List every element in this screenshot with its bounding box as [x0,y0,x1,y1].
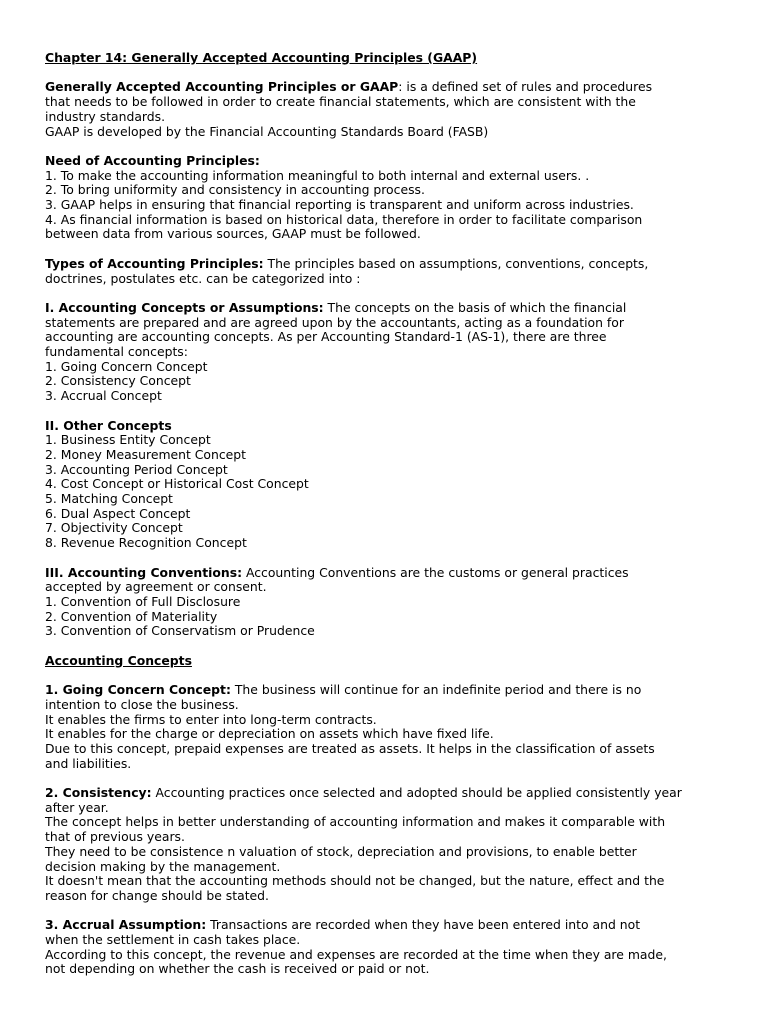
accounting-concepts-heading: Accounting Concepts [45,652,192,668]
consistency-line: reason for change should be stated. [45,887,269,903]
spacer [45,66,728,81]
section3-line: accepted by agreement or consent. [45,579,267,595]
spacer [45,668,728,683]
going-concern-line-1 [45,683,728,698]
intro-line-1-rest: : is a defined set of rules and procedures [398,79,653,95]
section1-line: fundamental concepts: [45,344,188,359]
section2-list-item: 5. Matching Concept [45,491,173,507]
intro-paragraph [45,80,728,139]
section3-line-1-rest: Accounting Conventions are the customs or general practices [242,564,629,580]
accrual-line-1-rest: Transactions are recorded when they have been entered into and not [206,917,641,933]
going-concern-line: intention to close the business. [45,696,239,712]
spacer [45,639,728,654]
section1-line: accounting are accounting concepts. As per Accounting Standard-1 (AS-1), there are three [45,329,607,345]
intro-line-4: GAAP is developed by the Financial Accounting Standards Board (FASB) [45,123,489,139]
concepts-assumptions-section [45,301,728,404]
section1-list-item: 1. Going Concern Concept [45,358,208,374]
spacer [45,286,728,301]
section2-list-item: 2. Money Measurement Concept [45,446,247,462]
section2-heading: II. Other Concepts [45,417,172,433]
page-title: Chapter 14: Generally Accepted Accounting Principles (GAAP) [45,50,478,65]
going-concern-line: Due to this concept, prepaid expenses are treated as assets. It helps in the classification of assets [45,740,655,756]
section2-list-item: 6. Dual Aspect Concept [45,505,191,521]
need-heading: Need of Accounting Principles: [45,152,260,168]
section1-list-item: 3. Accrual Concept [45,388,162,404]
spacer [45,242,728,257]
consistency-line: that of previous years. [45,829,185,845]
spacer [45,771,728,786]
spacer [45,404,728,419]
going-concern-line: It enables the firms to enter into long-term contracts. [45,711,377,727]
section3-list-item: 1. Convention of Full Disclosure [45,593,241,609]
section3-line-1 [45,566,728,581]
types-heading: Types of Accounting Principles: [45,255,264,271]
going-concern-section [45,683,728,771]
going-concern-line-1-rest: The business will continue for an indefinite period and there is no [230,682,642,698]
consistency-line: They need to be consistence n valuation of stock, depreciation and provisions, to enable better [45,843,637,859]
going-concern-heading: 1. Going Concern Concept: [45,682,231,698]
consistency-line: The concept helps in better understanding of accounting information and makes it comparable with [45,814,666,830]
accrual-line: not depending on whether the cash is received or paid or not. [45,961,430,977]
section2-list-item: 7. Objectivity Concept [45,520,183,536]
accounting-conventions-section [45,566,728,640]
section3-list-item: 2. Convention of Materiality [45,608,218,624]
need-line: 3. GAAP helps in ensuring that financial reporting is transparent and uniform across industries. [45,197,634,212]
other-concepts-section [45,419,728,551]
section2-list-item: 3. Accounting Period Concept [45,461,228,477]
consistency-line-1 [45,786,728,801]
accrual-heading: 3. Accrual Assumption: [45,917,207,933]
types-line-2: doctrines, postulates etc. can be categorized into : [45,270,361,286]
spacer [45,551,728,566]
consistency-line: It doesn't mean that the accounting methods should not be changed, but the nature, effect and the [45,873,665,889]
types-line-1-rest: The principles based on assumptions, conventions, concepts, [263,255,649,271]
need-line: 1. To make the accounting information meaningful to both internal and external users. . [45,167,590,183]
consistency-line: after year. [45,799,109,815]
accrual-line: According to this concept, the revenue and expenses are recorded at the time when they are made, [45,946,667,962]
consistency-section [45,786,728,904]
intro-line-2: that needs to be followed in order to create financial statements, which are consistent with the [45,94,636,110]
section3-heading: III. Accounting Conventions: [45,564,243,580]
types-section [45,257,728,286]
section1-line-1-rest: The concepts on the basis of which the financial [323,299,627,315]
consistency-line: decision making by the management. [45,858,281,874]
section1-line-1 [45,301,728,316]
section3-list-item: 3. Convention of Conservatism or Prudence [45,623,315,639]
need-line: 4. As financial information is based on historical data, therefore in order to facilitate comparison [45,211,643,227]
section2-list-item: 1. Business Entity Concept [45,432,211,448]
going-concern-line: and liabilities. [45,755,132,771]
need-line: 2. To bring uniformity and consistency in accounting process. [45,182,425,198]
section2-list-item: 4. Cost Concept or Historical Cost Concept [45,476,309,492]
spacer [45,139,728,154]
spacer [45,904,728,919]
accrual-section [45,918,728,977]
need-line: between data from various sources, GAAP must be followed. [45,226,421,242]
accrual-line-1 [45,918,728,933]
need-section [45,154,728,242]
section1-list-item: 2. Consistency Concept [45,373,191,389]
intro-line-3: industry standards. [45,108,166,124]
section1-heading: I. Accounting Concepts or Assumptions: [45,299,324,315]
consistency-line-1-rest: Accounting practices once selected and adopted should be applied consistently year [151,785,682,801]
consistency-heading: 2. Consistency: [45,785,152,801]
section1-line: statements are prepared and are agreed upon by the accountants, acting as a foundation for [45,314,624,330]
intro-term: Generally Accepted Accounting Principles or GAAP [45,79,399,95]
types-line-1 [45,257,728,272]
intro-line-1 [45,80,728,95]
going-concern-line: It enables for the charge or depreciation on assets which have fixed life. [45,726,494,742]
section2-list-item: 8. Revenue Recognition Concept [45,535,247,551]
accrual-line: when the settlement in cash takes place. [45,932,301,948]
